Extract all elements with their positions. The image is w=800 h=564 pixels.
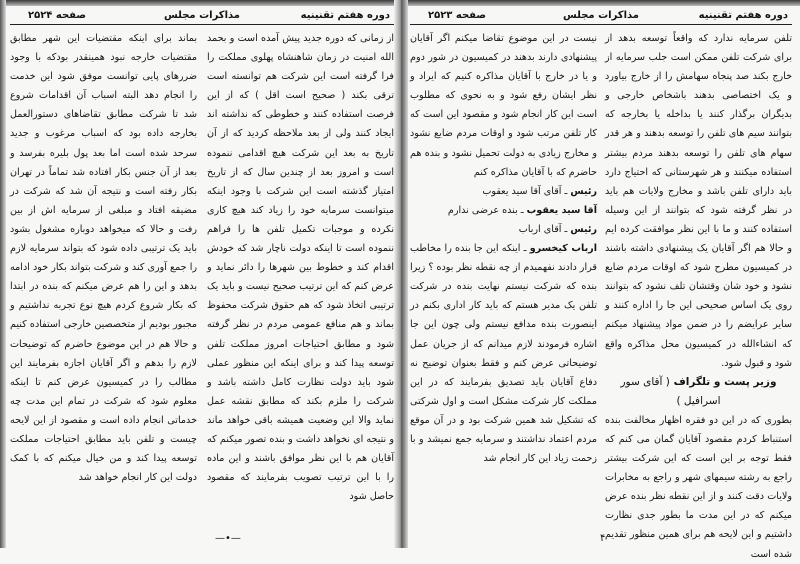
paragraph: بماند برای اینکه مقتضیات این شهر مطابق مقتضیات خارجه نبود همینقدر بودکه با وجود ضررهای پایی توانست موفق شود این خدمت را انجام دهد البته اسباب آن اقدامات شروع شد تا شرکت مطابق تقاضاهای دستورالعمل بخارجه داده بود که اسباب مرغوب و جدید سرحد شده است اما بعد پول بلیره بفرسد و بعد از آن جنس بکار افتاده شد تماماً در تهران بکار رفته است و نتیجه آن شد که شرکت در مضیقه افتاد و مبلغی از سرمایه اش از بین رفت و حالا که میخواهد دوباره مشغول بشود باید یک ترتیبی داده شود که بتواند سرمایه لازم را جمع آوری کند و شرکت بتواند بکار خود ادامه بدهد و این را هم عرض میکنم که بنده در ابتدا که بکار شروع کردم هیچ نوع تجربه نداشتیم و مجبور بودیم از متخصصین خارجی استفاده کنیم و حالا هم در این موضوع حاضرم که توضیحات لازم را بدهم و اگر آقایان اجازه بفرمایند این مطالب را در کمیسیون عرض کنم تا اینکه معلوم شود که شرکت در تمام این مدت چه خدماتی انجام داده است و مقصود از این لایحه چیست و تلفن باید مطابق احتیاجات مملکت توسعه پیدا کند و من خیال میکنم که با کمک دولت این کار انجام خواهد شد [10,33,197,484]
speaker: آقا سید یعقوب [526,204,597,216]
paragraph: از زمانی که دوره جدید پیش آمده است و بحمد الله امنیت در زمان شاهنشاه پهلوی مملکت را فرا گرفته است این شرکت هم توانسته است ترقی بکند ( صحیح است اقل ) که از این فرصت استفاده کنند و خطوطی که نداشته اند ایجاد کنند ولی از بعد ملاحظه کردید که از آن تاریخ به بعد این شرکت هیچ اقدامی ننموده است و امروز بعد از چندین سال که از تاریخ امتیاز گذشته است این شرکت با وجود اینکه میتوانست سرمایه خود را زیاد کند هیچ کاری نکرده و موجبات تکمیل تلفن ها را فراهم ننموده است تا اینکه دولت ناچار شد که خودش اقدام کند و خطوط بین شهرها را دائر نماید و عرض کنم که این ترتیب صحیح نیست و باید یک ترتیبی اتخاذ شود که هم حقوق شرکت محفوظ بماند و هم منافع عمومی مردم در نظر گرفته شود و مطابق احتیاجات امروز مملکت تلفن توسعه پیدا کند و برای اینکه این منظور عملی شود باید دولت نظارت کامل داشته باشد و شرکت را ملزم بکند که مطابق نقشه عمل نماید والا این وضعیت همیشه باقی خواهد ماند و نتیجه ای نخواهد داشت و بنده تصور میکنم که آقایان هم با این نظر موافق باشند و این ماده را با این ترتیب تصویب بفرمایند که مقصود حاصل شود [207,33,394,503]
scan-left-edge [0,0,6,548]
page-number: صفحه ۲۵۲۳ [428,10,487,21]
right-page [410,8,792,560]
left-page [10,8,394,544]
dialogue-line [410,239,597,468]
running-title: مذاکرات مجلس [163,10,241,21]
speaker-name: ( آقای سور اسرافیل ) [620,375,721,407]
paragraph: بطوری که در این دو فقره اظهار مخالفت بنده استنباط کردم مقصود آقایان گمان می کنم که فقط توجه بر این است که این شرکت بیشتر راجع به رشته سیمهای شهر و راجع به مخابرات ولایات دقت کنند و از این نقطه نظر بنده عرض میکنم که در این مدت ما بطور جدی نظارت داشتیم و این لایحه هم برای همین منظور تقدیم شده است [605,414,792,560]
speaker: رئیس [570,223,597,235]
speech: ـ آقای ارباب [518,223,568,235]
page-footer: ۴ [600,533,606,544]
speaker-heading [605,373,792,411]
session-label: دوره هفتم تقنینیه [300,10,390,21]
speaker: ارباب کیخسرو [529,243,597,255]
text-column-right [207,29,394,535]
text-column-left [10,29,197,535]
session-label: دوره هفتم تقنینیه [698,10,788,21]
text-column-right [605,29,792,560]
speech: ـ آقای آقا سید یعقوب [482,185,568,197]
paragraph: تلفن سرمایه ندارد که واقعاً توسعه بدهد از برای شرکت تلفن ممکن است جلب سرمایه از خارج بکند صد پنجاه سهامش را از خارج بیاورد و یک اختصاصی بدهند باشخاص خارجی و بدیگران برگذار کنند یا بداخله یا بخارجه که بتوانند سیم های تلفن را توسعه بدهند و هر قدر سهام های تلفن را توسعه بدهند مردم بیشتر استفاده میکنند و هر شهرستانی که احتیاج دارد باید دارای تلفن باشد و مخارج ولایات هم باید در نظر گرفته شود که بتوانند از این وسیله استفاده کنند و ما با این نظر موافقت کرده ایم و حالا هم اگر آقایان یک پیشنهادی داشته باشند در کمیسیون مطرح شود که اوقات مردم ضایع نشود و خود شان وقتشان تلف نشود که بتوانند روی یک اساس صحیحی این جا را اداره کنند و سایر عرایضم را در ضمن مواد پیشنهاد میکنم که انشاءالله در کمیسیون محل مذاکره واقع شود و قبول شود. [605,33,792,369]
dialogue-line [410,220,597,239]
dialogue-line [410,182,597,201]
speaker: رئیس [570,185,597,197]
text-column-left [410,29,597,535]
page-header [410,8,792,25]
page-footer: —•— [215,533,241,544]
speech: ـ بنده عرضی ندارم [447,204,524,216]
book-gutter [394,0,408,548]
dialogue-line [410,201,597,220]
running-title: مذاکرات مجلس [562,10,640,21]
page-number: صفحه ۲۵۲۴ [28,10,87,21]
speaker-title: وزیر پست و تلگراف [673,375,777,388]
speech: ـ اینکه این جا بنده را مخاطب قرار دادند نفهمیدم از چه نقطه نظر بوده ؟ زیرا بنده که شرکت نیستم نهایت بنده در شرکت تلفن یک مدیر هستم که باید کار اداری بکنم در اینصورت بنده مدافع نیستم ولی چون این جا اشاره فرمودند لازم میدانم که از جریان عمل توضیحاتی عرض کنم و فقط بعنوان توضیح نه دفاع آقایان باید تصدیق بفرمایند که در این مملکت کار شرکت مشکل است و اول شرکتی که تشکیل شد همین شرکت بود و در آن موقع مردم اعتماد نداشتند و سرمایه جمع نمیشد و با زحمت زیاد این کار انجام شد [410,243,597,465]
paragraph: نیست در این موضوع تقاضا میکنم اگر آقایان پیشنهادی دارند بدهند در کمیسیون در شور دوم و یا در خارج با آقایان مذاکره کنیم که ایراد و نظر ایشان رفع شود و به نحوی که مطلوب است این کار انجام شود و مقصود این است که کار تلفن مرتب شود و اوقات مردم ضایع نشود و مخارج زیادی به دولت تحمیل نشود و بنده هم حاضرم که با آقایان مذاکره کنم [410,33,597,178]
page-header [10,8,394,25]
